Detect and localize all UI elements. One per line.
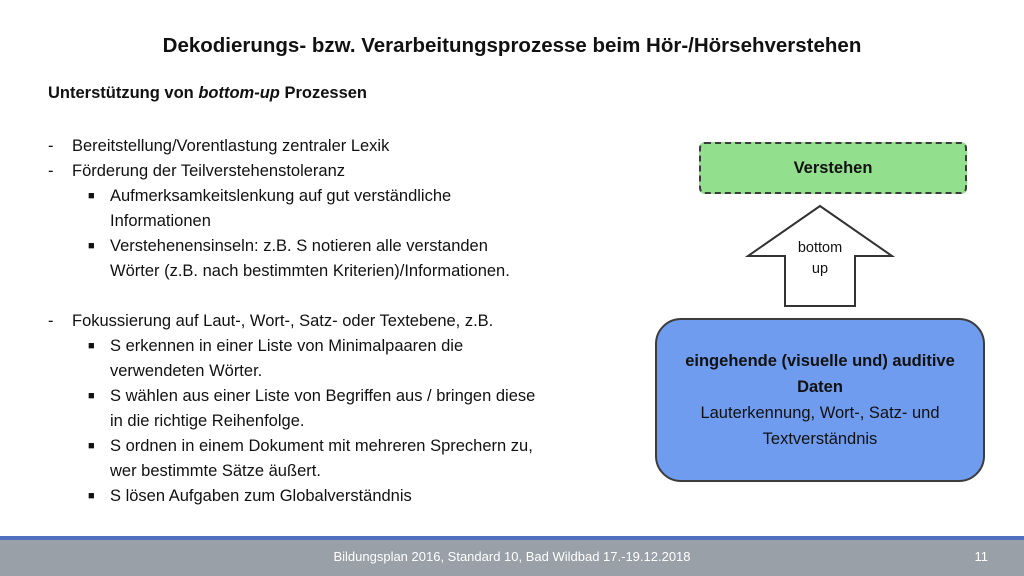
sub-item-line: Verstehenensinseln: z.B. S notieren alle verstanden — [110, 237, 488, 255]
sub-list-item — [48, 184, 628, 234]
data-box-heading: eingehende (visuelle und) auditive — [685, 352, 955, 370]
arrow-label-line: bottom — [797, 240, 843, 256]
data-box-heading: Daten — [797, 378, 843, 396]
dash-marker: - — [48, 162, 54, 180]
sub-list-item — [48, 434, 628, 484]
square-bullet-icon: ■ — [88, 340, 95, 352]
sub-item-line: S wählen aus einer Liste von Begriffen aus / bringen diese — [110, 387, 536, 405]
heading-pre: Unterstützung von — [48, 84, 199, 102]
square-bullet-icon: ■ — [88, 440, 95, 452]
verstehen-box: Verstehen — [699, 142, 967, 194]
sub-item-line: S ordnen in einem Dokument mit mehreren Sprechern zu, — [110, 437, 533, 455]
square-bullet-icon: ■ — [88, 240, 95, 252]
sub-item-line: verwendeten Wörter. — [110, 362, 263, 380]
square-bullet-icon: ■ — [88, 490, 95, 502]
square-bullet-icon: ■ — [88, 390, 95, 402]
sub-item-line: Informationen — [110, 212, 211, 230]
incoming-data-box — [655, 318, 985, 482]
list-item-text: Fokussierung auf Laut-, Wort-, Satz- oder Textebene, z.B. — [72, 312, 494, 330]
slide-title: Dekodierungs- bzw. Verarbeitungsprozesse beim Hör-/Hörsehverstehen — [162, 34, 862, 57]
data-box-text: Textverständnis — [762, 430, 878, 448]
arrow-label-line: up — [811, 261, 829, 277]
sub-item-line: S lösen Aufgaben zum Globalverständnis — [110, 487, 412, 505]
sub-list-item — [48, 234, 628, 284]
section-heading — [48, 84, 367, 103]
list-item — [48, 159, 628, 184]
square-bullet-icon: ■ — [88, 190, 95, 202]
bullet-list — [48, 134, 628, 509]
sub-list-item — [48, 384, 628, 434]
heading-emphasis: bottom-up — [198, 84, 280, 102]
sub-item-line: Wörter (z.B. nach bestimmten Kriterien)/Informationen. — [110, 262, 510, 280]
list-item — [48, 134, 628, 159]
data-box-text: Lauterkennung, Wort-, Satz- und — [700, 404, 940, 422]
list-item-text: Förderung der Teilverstehenstoleranz — [72, 162, 346, 180]
footer-bar — [0, 540, 1024, 576]
heading-post: Prozessen — [279, 84, 368, 102]
list-item-text: Bereitstellung/Vorentlastung zentraler Lexik — [72, 137, 390, 155]
sub-list-item — [48, 484, 628, 509]
sub-list-item — [48, 334, 628, 384]
dash-marker: - — [48, 312, 54, 330]
footer-text: Bildungsplan 2016, Standard 10, Bad Wildbad 17.-19.12.2018 — [333, 549, 691, 564]
dash-marker: - — [48, 137, 54, 155]
sub-item-line: in die richtige Reihenfolge. — [110, 412, 305, 430]
list-item — [48, 309, 628, 334]
page-number: 11 — [974, 549, 988, 564]
arrow-label — [780, 238, 860, 280]
sub-item-line: Aufmerksamkeitslenkung auf gut verständliche — [110, 187, 452, 205]
sub-item-line: S erkennen in einer Liste von Minimalpaaren die — [110, 337, 464, 355]
sub-item-line: wer bestimmte Sätze äußert. — [110, 462, 321, 480]
